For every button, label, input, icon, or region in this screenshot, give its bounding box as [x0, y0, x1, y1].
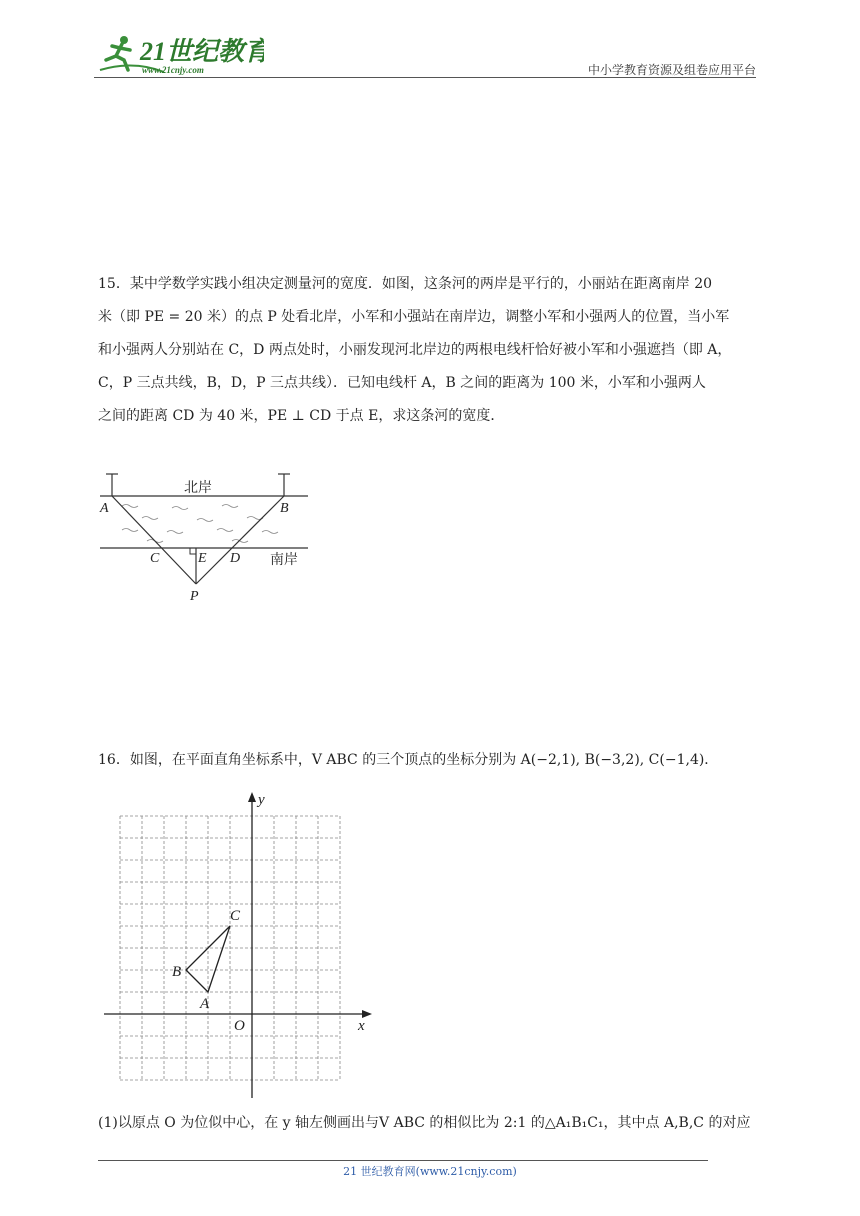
footer-link[interactable]: 21 世纪教育网(www.21cnjy.com) — [343, 1165, 517, 1178]
y-axis-label: y — [258, 792, 265, 808]
point-C-label: C — [230, 908, 241, 924]
logo-url: www.21cnjy.com — [142, 65, 204, 75]
fig15-label-E: E — [198, 551, 207, 566]
footer-divider — [98, 1160, 708, 1161]
x-axis-arrow-icon — [362, 1010, 372, 1018]
question-16 — [98, 744, 766, 777]
q16-subquestion-1: (1)以原点 O 为位似中心，在 y 轴左侧画出与V ABC 的相似比为 2:1 的△A₁B₁C₁，其中点 A,B,C 的对应 — [98, 1115, 751, 1131]
q15-line-4: C，P 三点共线，B，D，P 三点共线）．已知电线杆 A，B 之间的距离为 100 米，小军和小强两人 — [98, 375, 706, 391]
fig15-label-C: C — [150, 551, 160, 566]
coordinate-grid-figure — [104, 788, 384, 1100]
header-platform-text: 中小学教育资源及组卷应用平台 — [587, 63, 756, 77]
y-axis-arrow-icon — [248, 792, 256, 802]
x-axis-label: x — [358, 1018, 365, 1034]
site-logo — [94, 30, 264, 78]
logo-text: 21世纪教育 — [140, 37, 264, 66]
fig15-label-D: D — [230, 551, 241, 566]
point-B-label: B — [172, 964, 182, 980]
q15-line-2: 米（即 PE = 20 米）的点 P 处看北岸，小军和小强站在南岸边，调整小军和小强两人的位置，当小军 — [98, 309, 730, 325]
south-bank-label: 南岸 — [270, 553, 298, 568]
q15-line-1: 15．某中学数学实践小组决定测量河的宽度．如图，这条河的两岸是平行的，小丽站在距离南岸 20 — [98, 276, 713, 292]
point-A-label: A — [200, 996, 210, 1012]
fig15-label-P: P — [190, 589, 199, 604]
question-15 — [98, 268, 766, 433]
north-bank-label: 北岸 — [184, 481, 212, 496]
q15-line-3: 和小强两人分别站在 C，D 两点处时，小丽发现河北岸边的两根电线杆恰好被小军和小强遮挡（即 A， — [98, 342, 732, 358]
fig15-label-B: B — [280, 501, 289, 516]
header-divider — [94, 77, 756, 78]
q16-stem: 16．如图，在平面直角坐标系中，V ABC 的三个顶点的坐标分别为 A(−2,1), B(−3,2), C(−1,4)． — [98, 752, 719, 768]
river-figure — [92, 466, 322, 606]
origin-label: O — [234, 1018, 245, 1034]
q15-line-5: 之间的距离 CD 为 40 米，PE ⊥ CD 于点 E，求这条河的宽度． — [98, 408, 505, 424]
fig15-label-A: A — [100, 501, 109, 516]
